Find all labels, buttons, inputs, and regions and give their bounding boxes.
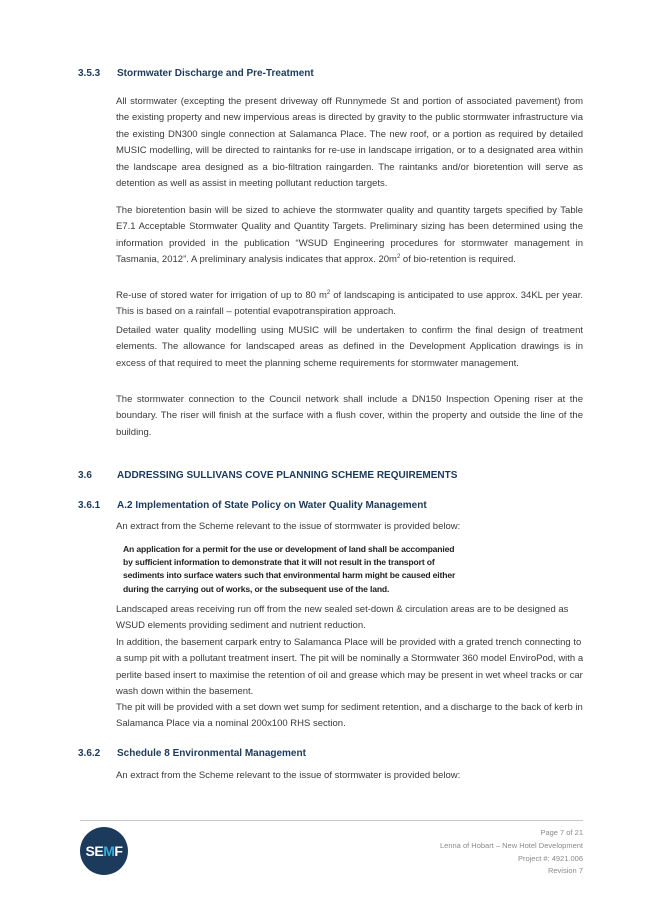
extract-intro: An extract from the Scheme relevant to the issue of stormwater is provided below: — [116, 521, 461, 532]
revision: Revision 7 — [547, 866, 583, 876]
footer-divider — [80, 820, 583, 821]
paragraph-text: Re-use of stored water for irrigation of up to 80 m — [116, 290, 327, 301]
paragraph-stormwater-overview: All stormwater (excepting the present driveway off Runnymede St and portion of associated pavement) from the existing property and new impervious areas is directed by gravity to the public stormwater infrastructure via the existing DN300 single connection at Salamanca Place. The new roof, or a portion as required by detailed MUSIC modelling, will be directed to raintanks for re-use in landscape irrigation, or to a designated area within the landscape area designed as a bio-filtration raingarden. The raintanks and/or bioretention will serve as detention as well as assist in meeting pollutant reduction targets. — [116, 96, 583, 190]
section-title: Stormwater Discharge and Pre-Treatment — [117, 68, 314, 79]
project-number: Project #: 4921.006 — [517, 853, 583, 863]
section-number: 3.6.1 — [78, 500, 101, 511]
paragraph-text-end: of landscaping is anticipated to use approx. 34KL per year. This is based on a rainfall – potential evapotranspiration approach. — [116, 290, 583, 318]
logo-text: SE — [85, 843, 104, 859]
paragraph-landscaped-areas: Landscaped areas receiving run off from the new sealed set-down & circulation areas are to be designed as WSUD elements providing sediment and nutrient reduction. — [116, 604, 569, 632]
paragraph-text: The bioretention basin will be sized to achieve the stormwater quality and quantity targets specified by Table E7.1 Acceptable Stormwater Quality and Quantity Targets. Preliminary sizing has been determined using the information provided in the publication “WSUD Engineering procedures for stormwater management in Tasmania, 2012”. A preliminary analysis indicates that approx. 20m — [116, 205, 583, 266]
page-number: Page 7 of 21 — [540, 828, 583, 837]
project-name: Lenna of Hobart – New Hotel Development — [440, 840, 583, 850]
extract-intro: An extract from the Scheme relevant to the issue of stormwater is provided below: — [116, 770, 461, 781]
logo-text-end: F — [114, 843, 123, 859]
company-logo — [80, 827, 128, 875]
section-title: ADDRESSING SULLIVANS COVE PLANNING SCHEME REQUIREMENTS — [117, 470, 458, 481]
section-title: A.2 Implementation of State Policy on Water Quality Management — [117, 500, 427, 511]
quote-line: by sufficient information to demonstrate that it will not result in the transport of — [123, 557, 435, 568]
superscript: 2 — [396, 254, 401, 261]
superscript: 2 — [326, 289, 331, 296]
quote-line: sediments into surface waters such that environmental harm might be caused either — [123, 570, 456, 581]
scheme-extract-quote — [123, 543, 493, 596]
paragraph-council-connection: The stormwater connection to the Council network shall include a DN150 Inspection Opening riser at the boundary. The riser will finish at the surface with a flush cover, within the property and outside the line of the building. — [116, 394, 583, 438]
section-number: 3.6.2 — [78, 748, 101, 759]
paragraph-basement-carpark: In addition, the basement carpark entry to Salamanca Place will be provided with a grated trench connecting to a sump pit with a pollutant treatment insert. The pit will be nominally a Stormwater 360 model EnviroPod, with a perlite based insert to maximise the retention of oil and grease which may be present in wet wheel tracks or car wash down within the basement. — [116, 637, 584, 698]
footer-info — [440, 827, 583, 878]
section-number: 3.5.3 — [78, 68, 101, 79]
paragraph-water-quality-modelling: Detailed water quality modelling using MUSIC will be undertaken to confirm the final design of treatment elements. The allowance for landscaped areas as defined in the Development Application drawings is in excess of that required to meet the planning scheme requirements for stormwater management. — [116, 325, 583, 369]
section-title: Schedule 8 Environmental Management — [117, 748, 306, 759]
quote-line: during the carrying out of works, or the subsequent use of the land. — [123, 583, 390, 594]
paragraph-text-end: of bio-retention is required. — [400, 254, 516, 266]
paragraph-pit-sump: The pit will be provided with a set down wet sump for sediment retention, and a discharge to the back of kerb in Salamanca Place via a nominal 200x100 RHS section. — [116, 702, 583, 730]
quote-line: An application for a permit for the use or development of land shall be accompanied — [123, 544, 455, 554]
section-number: 3.6 — [78, 470, 92, 481]
paragraph-reuse — [116, 288, 583, 321]
logo-text-accent: M — [103, 843, 115, 859]
paragraph-bioretention — [116, 203, 583, 269]
